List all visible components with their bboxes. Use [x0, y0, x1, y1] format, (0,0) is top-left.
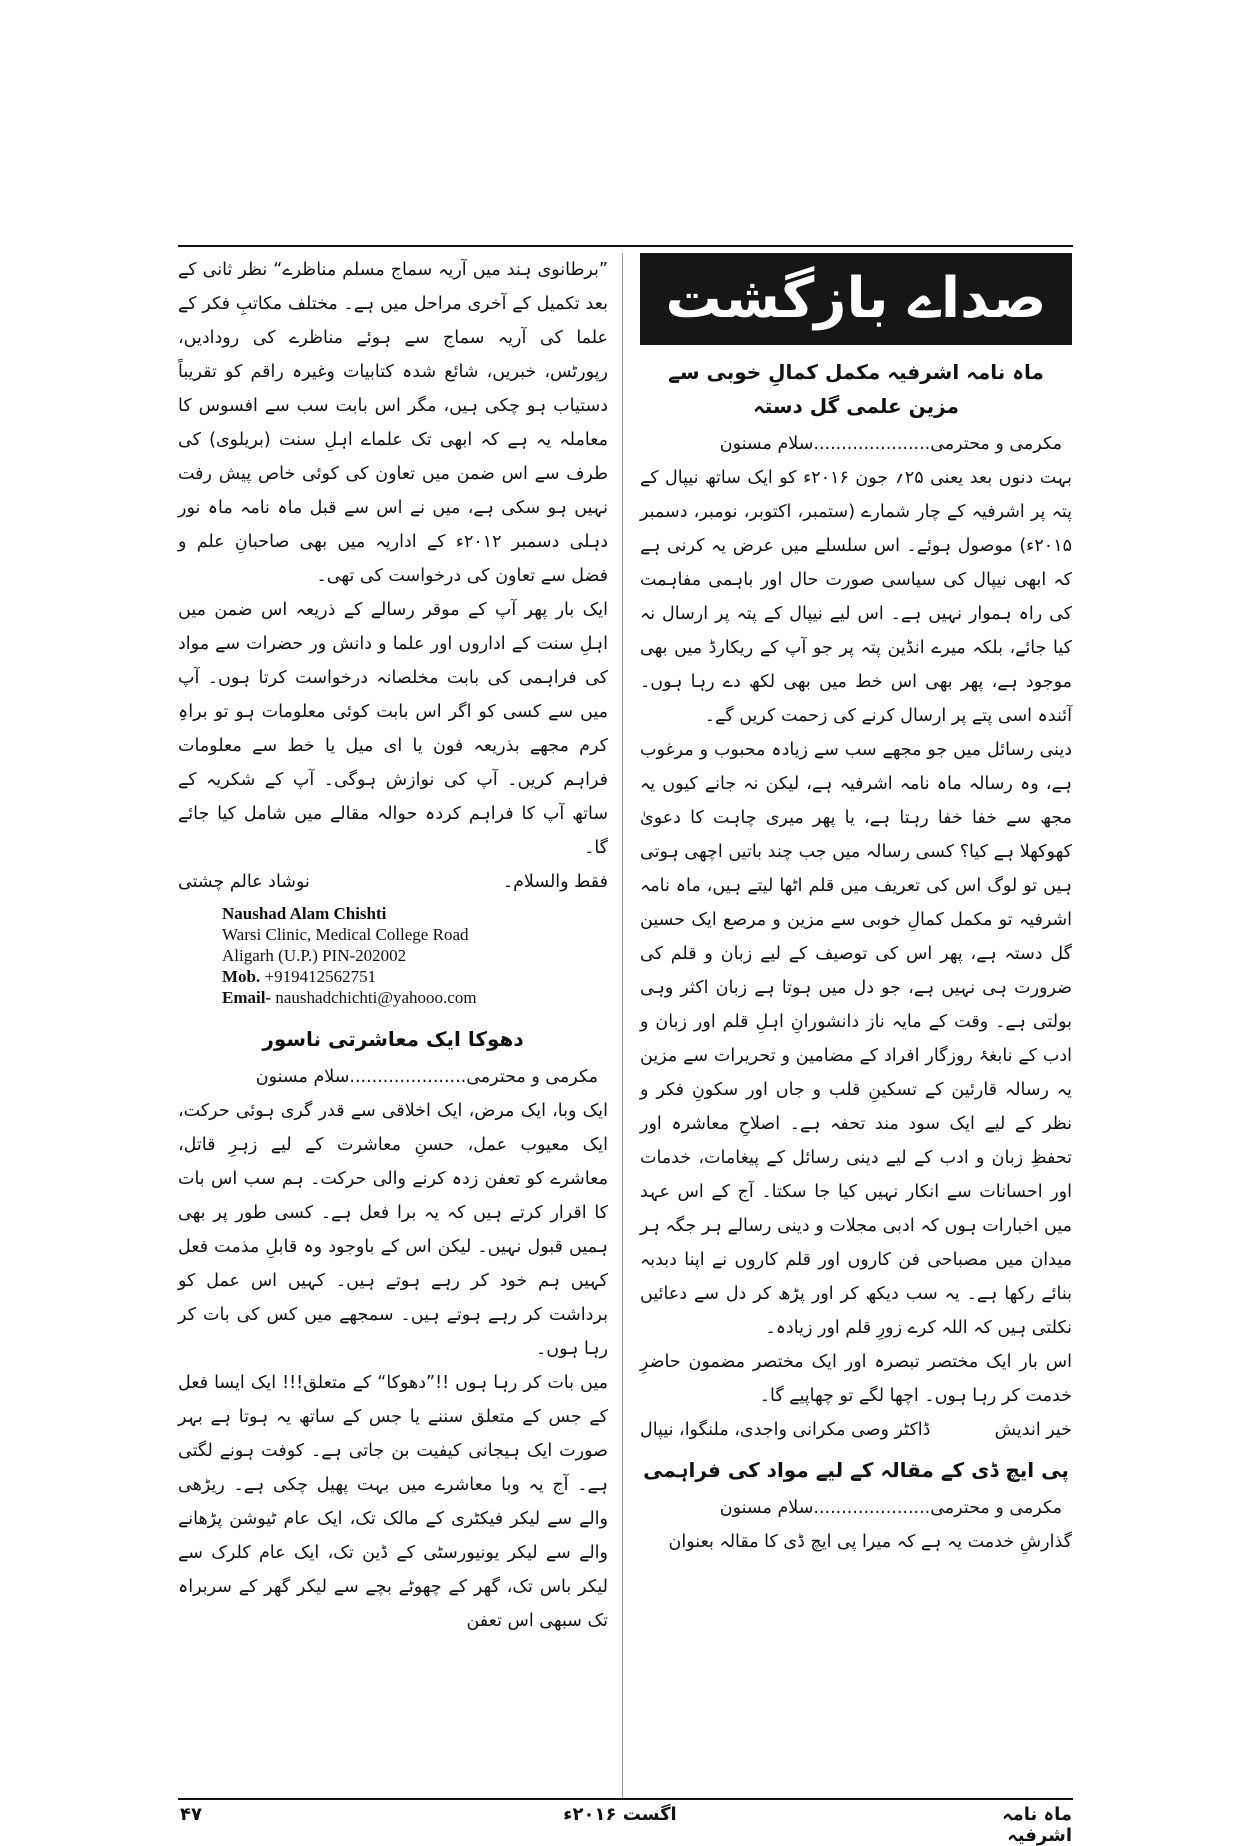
- letter2-signoff: [178, 865, 608, 899]
- letter2-para2: ”برطانوی ہند میں آریہ سماج مسلم مناظرے“ نظر ثانی کے بعد تکمیل کے آخری مراحل میں ہے۔ مختلف مکاتبِ فکر کے علما کی آریہ سماج سے ہوئے مناظرے کی رودادیں، رپورٹس، خبریں، شائع شدہ کتابیات وغیرہ راقم کو تقریباً دستیاب ہو چکی ہیں، مگر اس بابت سب سے افسوس کا معاملہ یہ ہے کہ ابھی تک علماے اہلِ سنت (بریلوی) کی طرف سے اس ضمن میں تعاون کی کوئی خاص پیش رفت نہیں ہو سکی ہے، میں نے اس سے قبل ماہ نامہ ماہ نور دہلی دسمبر ۲۰۱۲ء کے اداریہ میں بھی صاحبانِ علم و فضل سے تعاون کی درخواست کی تھی۔: [178, 260, 608, 586]
- footer-rule: [178, 1798, 1073, 1800]
- letter1-heading: ماہ نامہ اشرفیہ مکمل کمالِ خوبی سے مزین علمی گل دستہ: [668, 360, 1044, 418]
- mobile-label: Mob.: [222, 967, 261, 986]
- letter1-signoff-greeting: خیر اندیش: [994, 1420, 1072, 1440]
- letter2-heading: پی ایچ ڈی کے مقالہ کے لیے مواد کی فراہمی: [643, 1458, 1069, 1482]
- contact-address-line2: Aligarh (U.P.) PIN-202002: [222, 946, 407, 965]
- right-column: [640, 253, 1072, 1559]
- mobile-number: +919412562751: [264, 967, 377, 986]
- letter2-signoff-author: نوشاد عالم چشتی: [178, 872, 310, 892]
- email-label: Email-: [222, 988, 272, 1007]
- contact-address-line1: Warsi Clinic, Medical College Road: [222, 925, 469, 944]
- letter2-signoff-greeting: فقط والسلام۔: [502, 872, 608, 892]
- letter3-para2: میں بات کر رہا ہوں !!”دھوکا“ کے متعلق!!! ایک ایسا فعل کے جس کے متعلق سننے یا جس کے ساتھ یہ ہوتا ہے بہر صورت ایک ہیجانی کیفیت بن جاتی ہے۔ کوفت ہونے لگتی ہے۔ آج یہ وبا معاشرے میں بہت پھیل چکی ہے۔ ریڑھی والے سے لیکر فیکٹری کے مالک تک، ایک عام ٹیوشن پڑھانے والے سے لیکر یونیورسٹی کے ڈین تک، ایک عام کلرک سے لیکر باس تک، گھر کے چھوٹے بچے سے لیکر گھر کے سربراہ تک سبھی اس تعفن: [178, 1373, 608, 1631]
- contact-mobile: [222, 966, 608, 987]
- footer-magazine-name: ماہ نامہ اشرفیہ: [1002, 1804, 1072, 1846]
- section-masthead: صداے بازگشت: [640, 253, 1072, 345]
- letter1-para3: اس بار ایک مختصر تبصرہ اور ایک مختصر مضمون حاضرِ خدمت کر رہا ہوں۔ اچھا لگے تو چھاپیے گا۔: [640, 1352, 1072, 1406]
- left-column: [178, 253, 608, 1638]
- letter1-salutation: مکرمی و محترمی.....................سلام مسنون: [719, 434, 1062, 454]
- letter3-para1: ایک وبا، ایک مرض، ایک اخلاقی سے قدر گری ہوئی حرکت، ایک معیوب عمل، حسنِ معاشرت کے لیے زہرِ قاتل، معاشرے کو تعفن زدہ کرنے والی حرکت۔ ہم سب اس بات کا اقرار کرتے ہیں کہ یہ برا فعل ہے۔ کسی طور پر بھی ہمیں قبول نہیں۔ لیکن اس کے باوجود وہ قابلِ مذمت فعل کہیں ہم خود کر رہے ہوتے ہیں۔ کہیں اس عمل کو برداشت کر رہے ہوتے ہیں۔ سمجھے میں کس کی بات کر رہا ہوں۔: [178, 1101, 608, 1359]
- letter3-heading: دھوکا ایک معاشرتی ناسور: [262, 1027, 524, 1051]
- footer-page-number: ۴۷: [180, 1804, 202, 1825]
- email-address: naushadchichti@yahooo.com: [275, 988, 477, 1007]
- contact-name: Naushad Alam Chishti: [222, 904, 387, 923]
- footer-issue-date: اگست ۲۰۱۶ء: [563, 1804, 677, 1825]
- contact-email: [222, 987, 608, 1008]
- letter1-signoff: [640, 1413, 1072, 1447]
- letter2-para1: گذارشِ خدمت یہ ہے کہ میرا پی ایچ ڈی کا مقالہ بعنوان: [668, 1532, 1072, 1552]
- letter2-para3: ایک بار پھر آپ کے موقر رسالے کے ذریعہ اس ضمن میں اہلِ سنت کے اداروں اور علما و دانش ور حضرات سے مواد کی فراہمی کی بابت مخلصانہ درخواست کرتا ہوں۔ آپ میں سے کسی کو اگر اس بابت کوئی معلومات ہو تو براہِ کرم مجھے بذریعہ فون یا ای میل یا خط سے معلومات فراہم کریں۔ آپ کی نوازش ہوگی۔ آپ کے شکریہ کے ساتھ آپ کا فراہم کردہ حوالہ مقالے میں شامل کیا جائے گا۔: [178, 600, 608, 858]
- letter1-para2: دینی رسائل میں جو مجھے سب سے زیادہ محبوب و مرغوب ہے، وہ رسالہ ماہ نامہ اشرفیہ ہے، لیکن نہ جانے کیوں یہ مجھ سے خفا خفا رہتا ہے، یا پھر میری چاہت کا دعویٰ کھوکھلا ہے کیا؟ کسی رسالہ میں جب چند باتیں اچھی ہوتی ہیں تو لوگ اس کی تعریف میں قلم اٹھا لیتے ہیں، ماہ نامہ اشرفیہ تو مکمل کمالِ خوبی سے مزین و مرصع ایک حسین گل دستہ ہے، پھر اس کی توصیف کے لیے زبان و قلم کی ضرورت ہی نہیں ہے، جو دل میں ہوتا ہے زبان اکثر وہی بولتی ہے۔ وقت کے مایہ ناز دانشورانِ اہلِ قلم اور زبان و ادب کے نابغۂ روزگار افراد کے مضامین و تحریرات سے مزین یہ رسالہ قارئین کے تسکینِ قلب و جاں اور سکونِ فکر و نظر کے لیے ایک سود مند تحفہ ہے۔ اصلاحِ معاشرہ اور تحفظِ زبان و ادب کے لیے دینی رسائل کے پیغامات، خدمات اور احسانات سے انکار نہیں کیا جا سکتا۔ آج کے اس عہد میں اخبارات ہوں کہ ادبی مجلات و دینی رسالے ہر جگہ ہر میدان میں مصباحی فن کاروں اور قلم کاروں نے اپنا دبدبہ بنائے رکھا ہے۔ یہ سب دیکھ کر اور پڑھ کر دل سے دعائیں نکلتی ہیں کہ اللہ کرے زورِ قلم اور زیادہ۔: [640, 740, 1072, 1338]
- top-rule: [178, 245, 1073, 247]
- column-divider: [622, 253, 623, 1798]
- letter2-salutation: مکرمی و محترمی.....................سلام مسنون: [719, 1498, 1062, 1518]
- contact-block: [178, 903, 608, 1008]
- letter1-signoff-author: ڈاکٹر وصی مکرانی واجدی، ملنگوا، نیپال: [640, 1420, 931, 1440]
- letter3-salutation: مکرمی و محترمی.....................سلام مسنون: [255, 1067, 598, 1087]
- letter1-para1: بہت دنوں بعد یعنی ۲۵؍ جون ۲۰۱۶ء کو ایک ساتھ نیپال کے پتہ پر اشرفیہ کے چار شمارے (ستمبر، اکتوبر، نومبر، دسمبر ۲۰۱۵ء) موصول ہوئے۔ اس سلسلے میں عرض یہ کرنی ہے کہ ابھی نیپال کی سیاسی صورت حال اور باہمی مفاہمت کی راہ ہموار نہیں ہے۔ اس لیے نیپال کے پتہ پر ارسال نہ کیا جائے، بلکہ میرے انڈین پتہ پر جو آپ کے ریکارڈ میں بھی موجود ہے، پھر بھی اس خط میں بھی لکھ دے رہا ہوں۔ آئندہ اسی پتے پر ارسال کرنے کی زحمت کریں گے۔: [640, 468, 1072, 726]
